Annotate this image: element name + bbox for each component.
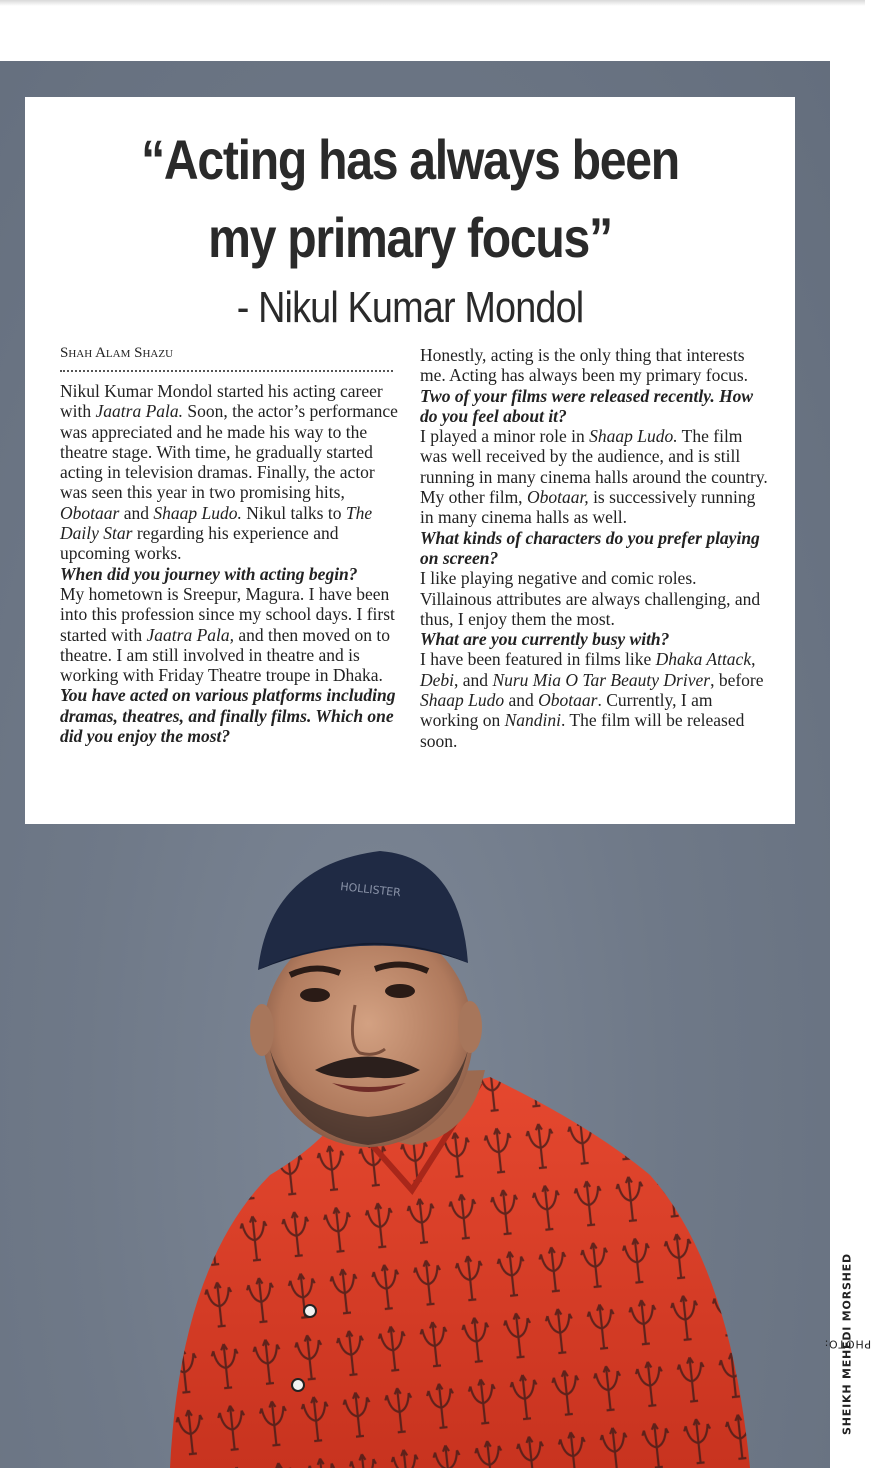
- answer-3: I played a minor role in Shaap Ludo. The film was well received by the audience, and is still running in many cinema halls around the country. My other film, Obotaar, is successively running in many cinema halls as well.: [420, 426, 768, 528]
- intro-paragraph: Nikul Kumar Mondol started his acting career with Jaatra Pala. Soon, the actor’s performance was appreciated and he made his way to the theatre stage. With time, he gradually started acting in television dramas. Finally, the actor was seen this year in two promising hits, Obotaar and Shaap Ludo. Nikul talks to The Daily Star regarding his experience and upcoming works.: [60, 381, 398, 564]
- author-byline: Shah Alam Shazu: [60, 345, 393, 372]
- question-3: Two of your films were released recently. How do you feel about it?: [420, 385, 754, 426]
- answer-2: Honestly, acting is the only thing that interests me. Acting has always been my primary focus.: [420, 345, 749, 386]
- question-5: What are you currently busy with?: [420, 629, 670, 650]
- cap-logo-text: HOLLISTER: [339, 880, 402, 900]
- photo-credit: PHOTO: SHEIKH MEHEDI MORSHED: [823, 1253, 871, 1435]
- answer-1: My hometown is Sreepur, Magura. I have been into this profession since my school days. I first started with Jaatra Pala, and then moved on to theatre. I am still involved in theatre and is working with Friday Theatre troupe in Dhaka.: [60, 583, 395, 686]
- interviewee-name: - Nikul Kumar Mondol: [236, 283, 584, 332]
- shirt: [170, 1077, 750, 1468]
- question-1: When did you journey with acting begin?: [60, 563, 358, 584]
- question-2: You have acted on various platforms including dramas, theatres, and finally films. Which one did you enjoy the most?: [60, 685, 396, 747]
- portrait-photo: [150, 845, 770, 1468]
- question-4: What kinds of characters do you prefer playing on screen?: [420, 527, 760, 568]
- headline-line-1: “Acting has always been: [141, 128, 679, 191]
- headline: [79, 121, 741, 277]
- answer-5: I have been featured in films like Dhaka Attack, Debi, and Nuru Mia O Tar Beauty Driver, before Shaap Ludo and Obotaar. Currently, I am working on Nandini. The film will be released soon.: [420, 649, 764, 751]
- headline-line-2: my primary focus”: [208, 206, 612, 269]
- answer-4: I like playing negative and comic roles. Villainous attributes are always challenging, and thus, I enjoy them the most.: [420, 568, 761, 629]
- article-card: [25, 97, 795, 824]
- article-column-left: [60, 381, 400, 746]
- article-column-right: [420, 345, 770, 751]
- top-edge-shadow: [0, 0, 865, 6]
